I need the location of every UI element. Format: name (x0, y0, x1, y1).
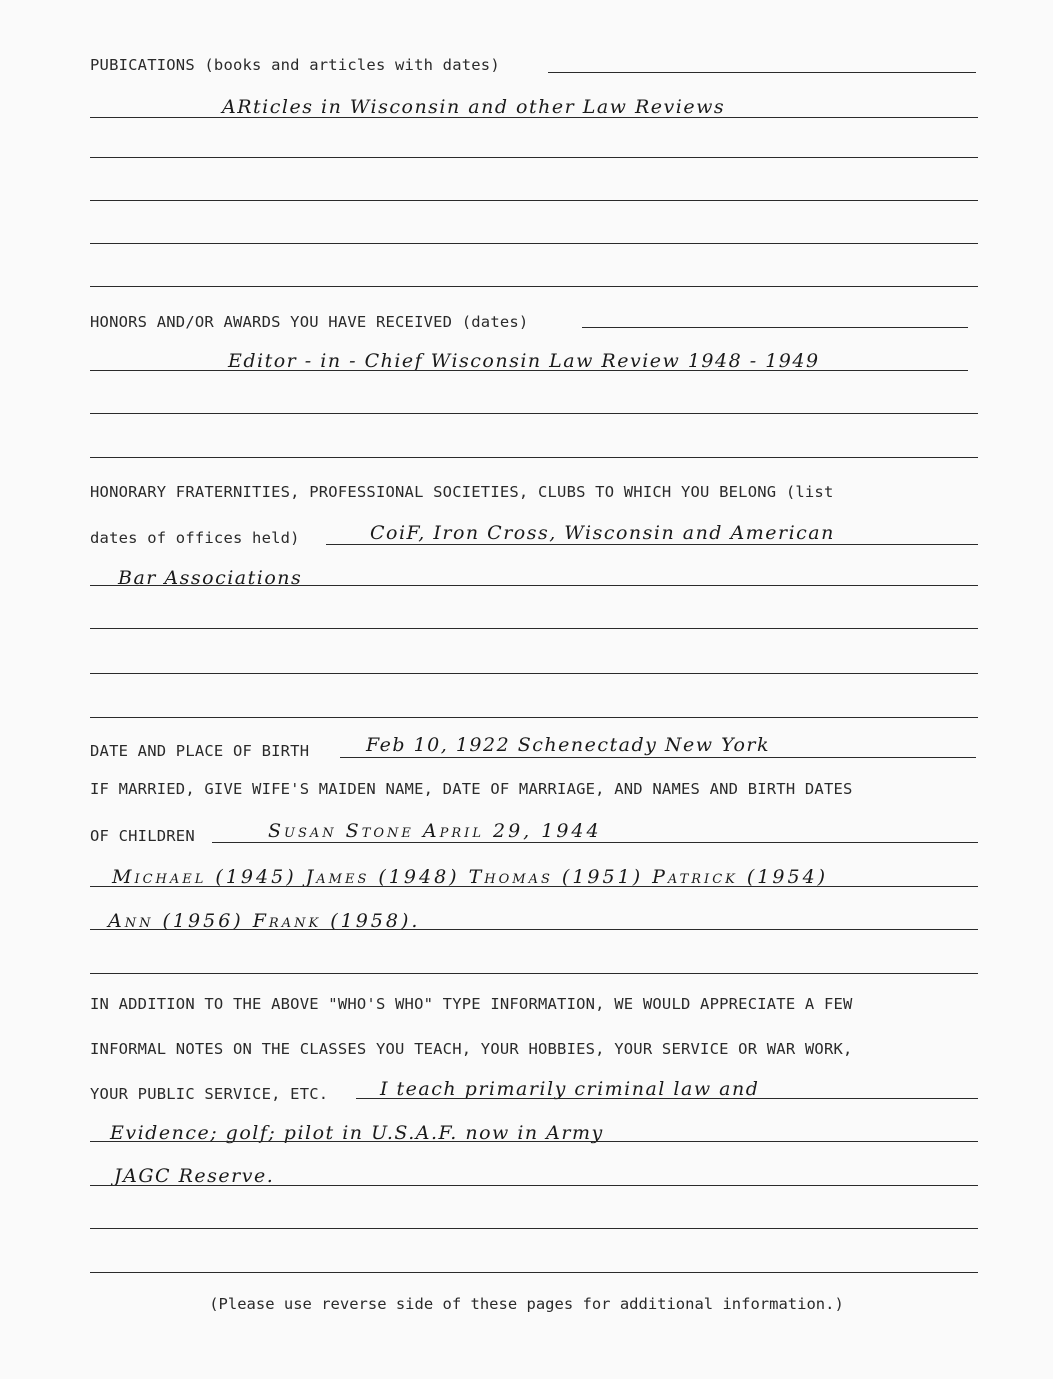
honors-answer: Editor - in - Chief Wisconsin Law Review 1948 - 1949 (228, 350, 820, 372)
footer-note: (Please use reverse side of these pages for additional information.) (209, 1295, 844, 1313)
marriage-label-line1: IF MARRIED, GIVE WIFE'S MAIDEN NAME, DATE OF MARRIAGE, AND NAMES AND BIRTH DATES (90, 780, 853, 798)
notes-line-1 (356, 1098, 978, 1099)
notes-answer-line2: Evidence; golf; pilot in U.S.A.F. now in Army (110, 1122, 604, 1144)
fraternities-line-1 (326, 544, 978, 545)
birth-answer: Feb 10, 1922 Schenectady New York (366, 734, 770, 756)
notes-label-line2: INFORMAL NOTES ON THE CLASSES YOU TEACH, YOUR HOBBIES, YOUR SERVICE OR WAR WORK, (90, 1040, 853, 1058)
notes-line-3 (90, 1185, 978, 1186)
fraternities-answer-line2: Bar Associations (118, 567, 303, 589)
marriage-answer-line3: Ann (1956) Frank (1958). (108, 910, 421, 932)
birth-line (340, 757, 976, 758)
fraternities-line-3 (90, 628, 978, 629)
publications-line-2 (90, 117, 978, 118)
honors-line-4 (90, 457, 978, 458)
publications-line-6 (90, 286, 978, 287)
marriage-line-3 (90, 929, 978, 930)
fraternities-line-5 (90, 717, 978, 718)
honors-line-2 (90, 370, 968, 371)
publications-line-4 (90, 200, 978, 201)
honors-label: HONORS AND/OR AWARDS YOU HAVE RECEIVED (dates) (90, 313, 529, 331)
publications-line-3 (90, 157, 978, 158)
notes-answer-line3: JAGC Reserve. (114, 1165, 275, 1187)
honors-line-1 (582, 327, 968, 328)
notes-label-line3: YOUR PUBLIC SERVICE, ETC. (90, 1085, 329, 1103)
publications-line-5 (90, 243, 978, 244)
fraternities-line-2 (90, 585, 978, 586)
fraternities-answer-line1: CoiF, Iron Cross, Wisconsin and American (370, 522, 835, 544)
fraternities-line-4 (90, 673, 978, 674)
marriage-line-1 (212, 842, 978, 843)
honors-line-3 (90, 413, 978, 414)
notes-label-line1: IN ADDITION TO THE ABOVE "WHO'S WHO" TYPE INFORMATION, WE WOULD APPRECIATE A FEW (90, 995, 853, 1013)
birth-label: DATE AND PLACE OF BIRTH (90, 742, 310, 760)
notes-line-4 (90, 1228, 978, 1229)
publications-answer: ARticles in Wisconsin and other Law Reviews (222, 96, 726, 118)
fraternities-label-line2: dates of offices held) (90, 529, 300, 547)
marriage-answer-line2: Michael (1945) James (1948) Thomas (1951) Patrick (1954) (112, 866, 829, 888)
fraternities-label-line1: HONORARY FRATERNITIES, PROFESSIONAL SOCIETIES, CLUBS TO WHICH YOU BELONG (list (90, 483, 834, 501)
marriage-answer-line1: Susan Stone April 29, 1944 (268, 820, 602, 842)
marriage-line-4 (90, 973, 978, 974)
notes-line-5 (90, 1272, 978, 1273)
notes-answer-line1: I teach primarily criminal law and (380, 1078, 760, 1100)
marriage-line-2 (90, 886, 978, 887)
publications-line-1 (548, 72, 976, 73)
notes-line-2 (90, 1141, 978, 1142)
publications-label: PUBICATIONS (books and articles with dates) (90, 56, 500, 74)
marriage-label-line2: OF CHILDREN (90, 827, 195, 845)
